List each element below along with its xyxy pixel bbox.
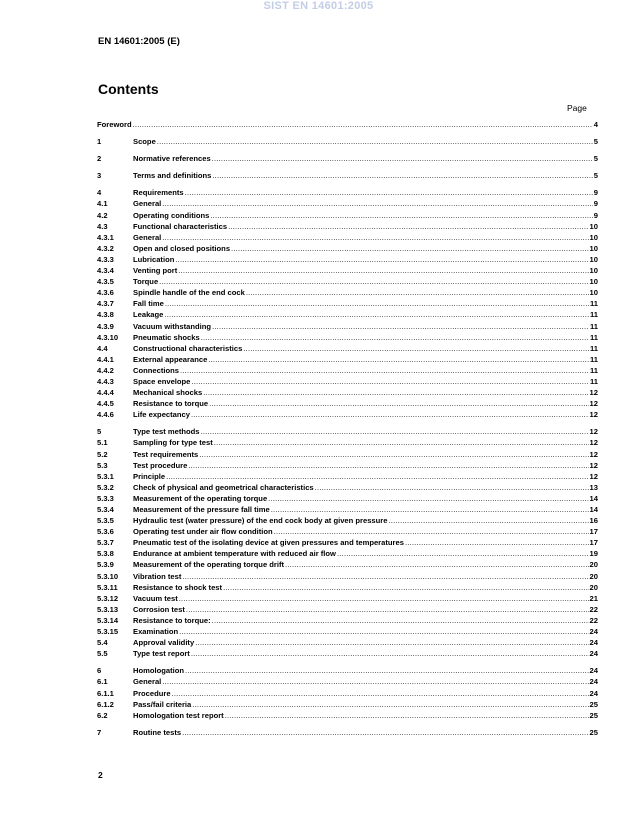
toc-entry-title: Connections (133, 365, 179, 375)
toc-entry-number: 4.3.4 (97, 266, 114, 276)
toc-entry-number: 6.2 (97, 710, 108, 720)
toc-entry-number: 1 (97, 137, 102, 147)
toc-leader-dots (201, 332, 589, 343)
toc-entry-number: 6.1.1 (97, 688, 114, 698)
toc-entry-title: Scope (133, 137, 156, 147)
toc-entry-number: 5.3 (97, 460, 108, 470)
toc-leader-dots (178, 265, 588, 276)
toc-entry[interactable] (97, 354, 598, 365)
toc-entry-page: 10 (589, 277, 598, 287)
toc-entry[interactable] (97, 460, 598, 471)
toc-entry-page: 25 (589, 727, 598, 737)
toc-leader-dots (212, 321, 589, 332)
toc-entry[interactable] (97, 471, 598, 482)
toc-entry-page: 5 (593, 137, 598, 147)
toc-entry-page: 5 (593, 154, 598, 164)
toc-entry[interactable] (97, 688, 598, 699)
toc-entry[interactable] (97, 537, 598, 548)
toc-leader-dots (212, 153, 593, 164)
toc-entry[interactable] (97, 648, 598, 659)
toc-entry-page: 12 (589, 427, 598, 437)
toc-leader-dots (212, 615, 589, 626)
toc-entry-number: 5.5 (97, 649, 108, 659)
toc-leader-dots (271, 504, 589, 515)
toc-entry-page: 12 (589, 460, 598, 470)
toc-leader-dots (192, 699, 588, 710)
toc-entry-title: Pass/fail criteria (133, 699, 192, 709)
toc-entry-title: Requirements (133, 188, 184, 198)
toc-entry-title: General (133, 232, 162, 242)
toc-entry-page: 21 (589, 593, 598, 603)
toc-entry[interactable] (97, 437, 598, 448)
toc-entry-number: 4.3 (97, 221, 108, 231)
toc-entry-number: 4 (97, 188, 102, 198)
toc-entry[interactable] (97, 493, 598, 504)
toc-entry[interactable] (97, 699, 598, 710)
toc-leader-dots (172, 688, 589, 699)
toc-entry-page: 24 (589, 677, 598, 687)
toc-entry-number: 5.3.14 (97, 615, 119, 625)
toc-entry-page: 11 (589, 354, 598, 364)
toc-leader-dots (165, 298, 589, 309)
toc-leader-dots (210, 210, 592, 221)
toc-entry[interactable] (97, 376, 598, 387)
toc-entry-number: 5.1 (97, 438, 108, 448)
toc-entry[interactable] (97, 426, 598, 437)
toc-entry-number: 7 (97, 727, 102, 737)
toc-leader-dots (388, 515, 588, 526)
toc-entry-number: 4.4.1 (97, 354, 114, 364)
toc-entry-number: 5.3.5 (97, 516, 114, 526)
toc-entry[interactable] (97, 276, 598, 287)
toc-leader-dots (162, 676, 588, 687)
toc-entry-title: Resistance to torque (133, 399, 209, 409)
toc-entry-page: 17 (589, 538, 598, 548)
toc-entry-title: Measurement of the pressure fall time (133, 505, 270, 514)
toc-entry-title: Routine tests (133, 727, 182, 737)
toc-entry-title: Fall time (133, 299, 164, 309)
toc-entry[interactable] (97, 119, 598, 130)
toc-leader-dots (274, 526, 589, 537)
toc-entry-page: 12 (589, 438, 598, 448)
toc-entry-page: 10 (589, 288, 598, 298)
toc-entry-title: Type test report (133, 649, 190, 659)
document-reference: EN 14601:2005 (E) (98, 36, 180, 47)
toc-entry-title: Functional characteristics (133, 221, 228, 231)
toc-entry[interactable] (97, 136, 598, 147)
toc-leader-dots (191, 409, 589, 420)
toc-entry[interactable] (97, 298, 598, 309)
toc-entry[interactable] (97, 504, 598, 515)
toc-entry-page: 11 (589, 310, 598, 320)
toc-leader-dots (201, 426, 589, 437)
toc-entry[interactable] (97, 548, 598, 559)
toc-leader-dots (164, 309, 589, 320)
toc-leader-dots (223, 582, 588, 593)
toc-leader-dots (157, 136, 593, 147)
toc-entry-title: Life expectancy (133, 410, 190, 420)
toc-leader-dots (185, 187, 593, 198)
toc-entry[interactable] (97, 449, 598, 460)
toc-entry[interactable] (97, 615, 598, 626)
toc-entry-title: Check of physical and geometrical characteristics (133, 482, 314, 492)
toc-leader-dots (180, 365, 589, 376)
toc-entry-number: 4.4.4 (97, 388, 114, 398)
toc-entry[interactable] (97, 665, 598, 676)
toc-leader-dots (175, 254, 588, 265)
toc-leader-dots (162, 232, 588, 243)
toc-entry-title: Spindle handle of the end cock (133, 288, 245, 298)
toc-entry[interactable] (97, 571, 598, 582)
toc-entry[interactable] (97, 626, 598, 637)
toc-entry-page: 22 (589, 615, 598, 625)
toc-entry-page: 12 (589, 449, 598, 459)
toc-entry[interactable] (97, 387, 598, 398)
toc-entry-page: 13 (589, 482, 598, 492)
toc-entry-page: 9 (593, 199, 598, 209)
toc-leader-dots (228, 221, 588, 232)
toc-entry-title: Vacuum withstanding (133, 321, 212, 331)
toc-entry[interactable] (97, 153, 598, 164)
toc-entry-title: Test requirements (133, 449, 199, 459)
toc-entry[interactable] (97, 321, 598, 332)
toc-entry-title: Approval validity (133, 638, 195, 648)
toc-entry-number: 6.1.2 (97, 699, 114, 709)
toc-entry-number: 4.3.7 (97, 299, 114, 309)
toc-entry-number: 4.3.10 (97, 332, 119, 342)
toc-entry-number: 5.3.8 (97, 549, 114, 559)
toc-entry-page: 11 (589, 321, 598, 331)
toc-leader-dots (214, 437, 589, 448)
toc-leader-dots (188, 460, 588, 471)
toc-leader-dots (285, 559, 589, 570)
toc-leader-dots (203, 387, 588, 398)
toc-leader-dots (225, 710, 589, 721)
toc-entry-number: 4.3.8 (97, 310, 114, 320)
toc-leader-dots (162, 198, 592, 209)
toc-entry-number: 4.3.9 (97, 321, 114, 331)
toc-entry-page: 11 (589, 299, 598, 309)
toc-entry-number: 5 (97, 427, 102, 437)
toc-entry-page: 14 (589, 505, 598, 514)
toc-entry-number: 4.4.6 (97, 410, 114, 420)
toc-entry-page: 10 (589, 232, 598, 242)
toc-entry-title: Constructional characteristics (133, 343, 243, 353)
toc-leader-dots (405, 537, 589, 548)
toc-entry-number: 4.3.3 (97, 254, 114, 264)
toc-entry-page: 10 (589, 254, 598, 264)
toc-leader-dots (246, 287, 589, 298)
toc-entry[interactable] (97, 198, 598, 209)
toc-entry-page: 17 (589, 527, 598, 537)
toc-entry-number: 5.3.11 (97, 582, 118, 592)
toc-entry-title: Test procedure (133, 460, 188, 470)
toc-entry-page: 11 (589, 343, 598, 353)
toc-entry[interactable] (97, 170, 598, 181)
toc-entry-title: Operating conditions (133, 210, 210, 220)
page-column-label: Page (567, 103, 587, 113)
toc-leader-dots (268, 493, 588, 504)
toc-entry-title: Hydraulic test (water pressure) of the end cock body at given pressure (133, 516, 388, 526)
toc-leader-dots (243, 343, 589, 354)
toc-entry-page: 22 (589, 604, 598, 614)
toc-entry-number: 4.3.1 (97, 232, 114, 242)
toc-entry-title: External appearance (133, 354, 208, 364)
toc-entry-number: 5.3.9 (97, 560, 114, 570)
toc-entry[interactable] (97, 187, 598, 198)
toc-entry-title: Corrosion test (133, 604, 185, 614)
toc-entry-number: 4.4.2 (97, 365, 114, 375)
toc-entry-number: 4.3.5 (97, 277, 114, 287)
toc-entry-title: Principle (133, 471, 166, 481)
toc-entry-page: 20 (589, 560, 598, 570)
toc-leader-dots (191, 648, 589, 659)
toc-leader-dots (166, 471, 588, 482)
toc-entry-page: 24 (589, 638, 598, 648)
toc-leader-dots (208, 354, 589, 365)
toc-entry-page: 19 (589, 549, 598, 559)
toc-entry-page: 12 (589, 388, 598, 398)
toc-entry-page: 11 (589, 332, 598, 342)
toc-entry-page: 12 (589, 471, 598, 481)
toc-entry-page: 5 (593, 171, 598, 181)
toc-entry-page: 20 (589, 582, 598, 592)
toc-entry-number: 5.4 (97, 638, 108, 648)
toc-entry[interactable] (97, 582, 598, 593)
toc-entry-title: Operating test under air flow condition (133, 527, 273, 537)
toc-entry-number: 3 (97, 171, 102, 181)
watermark: SIST EN 14601:2005 (263, 0, 374, 12)
toc-entry[interactable] (97, 398, 598, 409)
toc-entry[interactable] (97, 526, 598, 537)
toc-entry[interactable] (97, 221, 598, 232)
toc-entry[interactable] (97, 710, 598, 721)
toc-entry-title: Vacuum test (133, 593, 178, 603)
toc-entry[interactable] (97, 515, 598, 526)
toc-entry-title: Examination (133, 627, 179, 637)
toc-leader-dots (133, 119, 593, 130)
toc-entry-number: 5.3.4 (97, 505, 114, 514)
toc-entry-title: Resistance to torque: (133, 615, 211, 625)
toc-leader-dots (199, 449, 588, 460)
toc-entry-title: Leakage (133, 310, 164, 320)
toc-entry-page: 24 (589, 649, 598, 659)
toc-entry-title: Measurement of the operating torque drift (133, 560, 285, 570)
toc-entry[interactable] (97, 559, 598, 570)
toc-entry-number: 5.3.13 (97, 604, 119, 614)
toc-leader-dots (182, 727, 588, 738)
toc-entry-page: 12 (589, 399, 598, 409)
toc-entry[interactable] (97, 604, 598, 615)
toc-entry-title: Vibration test (133, 571, 182, 581)
toc-entry-number: 6 (97, 666, 102, 676)
toc-entry-page: 10 (589, 221, 598, 231)
toc-entry-number: 4.4 (97, 343, 108, 353)
toc-entry-number: 6.1 (97, 677, 108, 687)
toc-entry-page: 14 (589, 493, 598, 503)
toc-entry-number: 5.3.1 (97, 471, 114, 481)
toc-entry-page: 9 (593, 210, 598, 220)
toc-leader-dots (159, 276, 588, 287)
toc-leader-dots (315, 482, 589, 493)
toc-entry[interactable] (97, 232, 598, 243)
toc-entry-title: General (133, 199, 162, 209)
toc-entry-page: 24 (589, 627, 598, 637)
toc-leader-dots (231, 243, 589, 254)
toc-entry-number: 5.3.3 (97, 493, 114, 503)
toc-entry-number: 2 (97, 154, 102, 164)
toc-entry[interactable] (97, 254, 598, 265)
toc-leader-dots (212, 170, 592, 181)
toc-entry-page: 10 (589, 266, 598, 276)
toc-entry-page: 25 (589, 699, 598, 709)
toc-entry-number: 5.3.7 (97, 538, 114, 548)
toc-entry[interactable] (97, 593, 598, 604)
toc-leader-dots (209, 398, 588, 409)
toc-entry-title: Normative references (133, 154, 211, 164)
toc-entry-title: Mechanical shocks (133, 388, 203, 398)
toc-entry-page: 16 (589, 516, 598, 526)
toc-entry-page: 4 (593, 120, 598, 129)
toc-entry-page: 25 (589, 710, 598, 720)
toc-entry-number: 5.2 (97, 449, 108, 459)
toc-entry[interactable] (97, 210, 598, 221)
toc-entry-page: 24 (589, 666, 598, 676)
toc-leader-dots (179, 593, 589, 604)
toc-entry[interactable] (97, 409, 598, 420)
toc-entry[interactable] (97, 265, 598, 276)
toc-entry-title: Type test methods (133, 427, 200, 437)
toc-entry[interactable] (97, 637, 598, 648)
toc-entry[interactable] (97, 287, 598, 298)
toc-entry-number: 5.3.12 (97, 593, 119, 603)
toc-entry-title: Homologation test report (133, 710, 224, 720)
toc-entry-title: Resistance to shock test (133, 582, 223, 592)
toc-entry-number: 5.3.15 (97, 627, 119, 637)
toc-entry-number: 5.3.10 (97, 571, 119, 581)
toc-entry-title: Procedure (133, 688, 171, 698)
toc-entry-page: 20 (589, 571, 598, 581)
toc-leader-dots (185, 665, 589, 676)
toc-entry-title: General (133, 677, 162, 687)
toc-entry-number: 4.3.2 (97, 243, 114, 253)
toc-leader-dots (179, 626, 588, 637)
toc-entry[interactable] (97, 332, 598, 343)
toc-leader-dots (182, 571, 588, 582)
toc-entry[interactable] (97, 365, 598, 376)
page-title: Contents (98, 81, 159, 97)
toc-entry-number: 4.2 (97, 210, 108, 220)
table-of-contents (97, 119, 598, 738)
toc-entry-page: 9 (593, 188, 598, 198)
toc-entry[interactable] (97, 309, 598, 320)
toc-entry-page: 11 (589, 365, 598, 375)
toc-entry-number: 5.3.6 (97, 527, 114, 537)
toc-entry[interactable] (97, 676, 598, 687)
toc-leader-dots (195, 637, 588, 648)
toc-entry[interactable] (97, 482, 598, 493)
toc-entry-page: 10 (589, 243, 598, 253)
toc-entry-number: 4.3.6 (97, 288, 114, 298)
page-number: 2 (98, 770, 103, 780)
toc-entry-number: 4.4.5 (97, 399, 114, 409)
toc-entry-title: Measurement of the operating torque (133, 493, 268, 503)
toc-entry-title: Terms and definitions (133, 171, 212, 181)
toc-entry-title: Homologation (133, 666, 185, 676)
toc-entry-page: 11 (589, 376, 598, 386)
toc-leader-dots (337, 548, 589, 559)
toc-entry-title: Foreword (97, 120, 132, 129)
toc-entry-title: Sampling for type test (133, 438, 213, 448)
toc-entry-title: Venting port (133, 266, 178, 276)
toc-leader-dots (191, 376, 589, 387)
toc-entry-title: Open and closed positions (133, 243, 231, 253)
toc-entry[interactable] (97, 727, 598, 738)
toc-entry[interactable] (97, 343, 598, 354)
toc-entry[interactable] (97, 243, 598, 254)
toc-leader-dots (186, 604, 589, 615)
toc-entry-number: 4.4.3 (97, 376, 114, 386)
toc-entry-page: 24 (589, 688, 598, 698)
toc-entry-title: Pneumatic shocks (133, 332, 200, 342)
toc-entry-title: Space envelope (133, 376, 191, 386)
toc-entry-title: Pneumatic test of the isolating device at given pressures and temperatures (133, 538, 404, 548)
toc-entry-title: Torque (133, 277, 159, 287)
toc-entry-page: 12 (589, 410, 598, 420)
toc-entry-number: 5.3.2 (97, 482, 114, 492)
toc-entry-title: Lubrication (133, 254, 175, 264)
toc-entry-number: 4.1 (97, 199, 108, 209)
toc-entry-title: Endurance at ambient temperature with reduced air flow (133, 549, 336, 559)
